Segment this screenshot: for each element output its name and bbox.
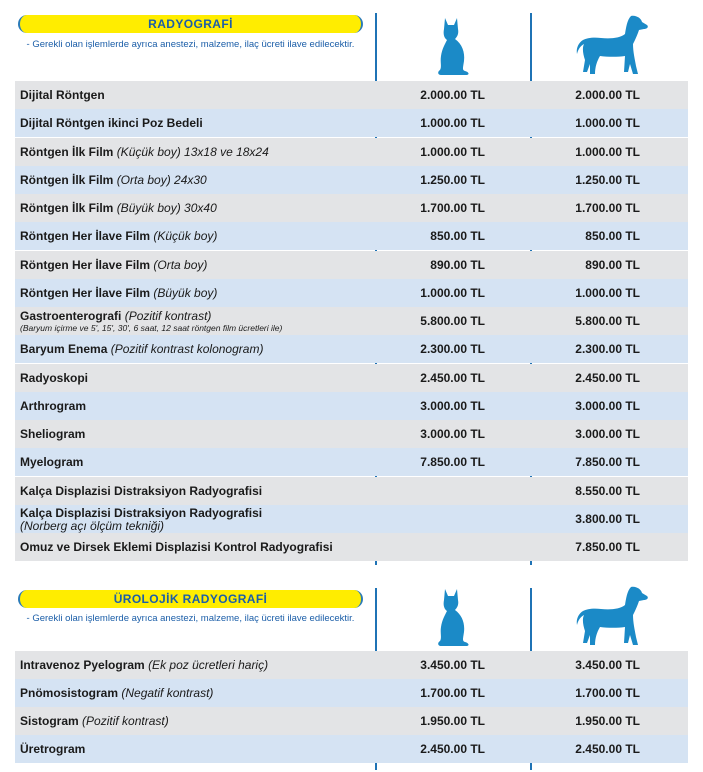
service-subnote: (Norberg açı ölçüm tekniği) [20, 518, 165, 533]
section-note: - Gerekli olan işlemlerde ayrıca anestezi, malzeme, ilaç ücreti ilave edilecektir. [26, 613, 355, 624]
cat-price: 3.000.00 TL [420, 399, 485, 413]
section-title: RADYOGRAFİ [148, 17, 233, 31]
cat-price: 850.00 TL [430, 229, 485, 243]
service-name: Röntgen İlk Film (Orta boy) 24x30 [20, 173, 207, 187]
table-row [15, 109, 688, 137]
service-name: Röntgen Her İlave Film (Küçük boy) [20, 229, 218, 243]
cat-price: 3.450.00 TL [420, 658, 485, 672]
service-name: Gastroenterografi (Pozitif kontrast) [20, 309, 212, 323]
table-row [15, 505, 688, 533]
table-row [15, 81, 688, 109]
dog-price: 8.550.00 TL [575, 484, 640, 498]
dog-price: 2.300.00 TL [575, 342, 640, 356]
dog-price: 1.700.00 TL [575, 201, 640, 215]
table-row [15, 138, 688, 166]
section-title-pill [18, 590, 363, 608]
cat-price: 1.000.00 TL [420, 145, 485, 159]
dog-price: 1.000.00 TL [575, 116, 640, 130]
dog-price: 3.450.00 TL [575, 658, 640, 672]
service-name: Omuz ve Dirsek Eklemi Displazisi Kontrol Radyografisi [20, 540, 333, 554]
table-row [15, 707, 688, 735]
cat-price [375, 477, 485, 505]
table-row [15, 392, 688, 420]
table-row [15, 307, 688, 335]
dog-icon [575, 585, 651, 647]
cat-price [375, 505, 485, 533]
service-name: Dijital Röntgen [20, 88, 105, 102]
service-name: Baryum Enema (Pozitif kontrast kolonogram) [20, 342, 264, 356]
cat-icon [432, 585, 472, 647]
service-name: Kalça Displazisi Distraksiyon Radyografisi [20, 505, 263, 520]
cat-price: 1.000.00 TL [420, 286, 485, 300]
service-name: Röntgen İlk Film (Büyük boy) 30x40 [20, 201, 217, 215]
table-row [15, 735, 688, 763]
service-name: Myelogram [20, 455, 84, 469]
table-row [15, 251, 688, 279]
dog-price: 3.000.00 TL [575, 427, 640, 441]
table-row [15, 279, 688, 307]
dog-price: 2.450.00 TL [575, 742, 640, 756]
section-note: - Gerekli olan işlemlerde ayrıca anestezi, malzeme, ilaç ücreti ilave edilecektir. [26, 39, 355, 50]
service-name: Intravenoz Pyelogram (Ek poz ücretleri hariç) [20, 658, 269, 672]
table-row [15, 679, 688, 707]
service-subnote: (Baryum içirme ve 5', 15', 30', 6 saat, 12 saat röntgen film ücretleri ile) [20, 323, 283, 333]
cat-price: 1.700.00 TL [420, 201, 485, 215]
table-row [15, 194, 688, 222]
table-row [15, 448, 688, 476]
cat-price: 2.000.00 TL [420, 88, 485, 102]
cat-price: 1.250.00 TL [420, 173, 485, 187]
section-title: ÜROLOJİK RADYOGRAFİ [113, 592, 268, 606]
service-name: Sistogram (Pozitif kontrast) [20, 714, 169, 728]
service-name: Sheliogram [20, 427, 86, 441]
cat-price: 2.450.00 TL [420, 742, 485, 756]
table-row [15, 420, 688, 448]
table-row [15, 651, 688, 679]
dog-price: 3.800.00 TL [575, 512, 640, 526]
table-row [15, 222, 688, 250]
cat-price: 7.850.00 TL [420, 455, 485, 469]
dog-price: 5.800.00 TL [575, 314, 640, 328]
service-name: Üretrogram [20, 742, 86, 756]
dog-price: 1.700.00 TL [575, 686, 640, 700]
dog-price: 1.000.00 TL [575, 286, 640, 300]
table-row [15, 477, 688, 505]
dog-price: 7.850.00 TL [575, 455, 640, 469]
cat-price: 2.300.00 TL [420, 342, 485, 356]
dog-price: 890.00 TL [585, 258, 640, 272]
service-name: Röntgen İlk Film (Küçük boy) 13x18 ve 18x24 [20, 145, 269, 159]
dog-price: 850.00 TL [585, 229, 640, 243]
cat-price: 1.000.00 TL [420, 116, 485, 130]
cat-price: 2.450.00 TL [420, 371, 485, 385]
service-name: Pnömosistogram (Negatif kontrast) [20, 686, 214, 700]
service-name: Röntgen Her İlave Film (Orta boy) [20, 258, 208, 272]
table-row [15, 166, 688, 194]
dog-price: 2.450.00 TL [575, 371, 640, 385]
dog-price: 1.950.00 TL [575, 714, 640, 728]
cat-price: 5.800.00 TL [420, 314, 485, 328]
cat-price: 1.700.00 TL [420, 686, 485, 700]
dog-price: 1.250.00 TL [575, 173, 640, 187]
dog-price: 7.850.00 TL [575, 540, 640, 554]
service-name: Arthrogram [20, 399, 87, 413]
section-title-pill [18, 15, 363, 33]
cat-price: 3.000.00 TL [420, 427, 485, 441]
table-row [15, 364, 688, 392]
table-row [15, 335, 688, 363]
table-row [15, 533, 688, 561]
cat-price [375, 533, 485, 561]
service-name: Röntgen Her İlave Film (Büyük boy) [20, 286, 218, 300]
cat-icon [432, 14, 472, 76]
service-name: Dijital Röntgen ikinci Poz Bedeli [20, 116, 203, 130]
dog-price: 3.000.00 TL [575, 399, 640, 413]
service-name: Radyoskopi [20, 371, 89, 385]
dog-icon [575, 14, 651, 76]
cat-price: 890.00 TL [430, 258, 485, 272]
dog-price: 1.000.00 TL [575, 145, 640, 159]
service-name: Kalça Displazisi Distraksiyon Radyografisi [20, 484, 263, 498]
dog-price: 2.000.00 TL [575, 88, 640, 102]
cat-price: 1.950.00 TL [420, 714, 485, 728]
